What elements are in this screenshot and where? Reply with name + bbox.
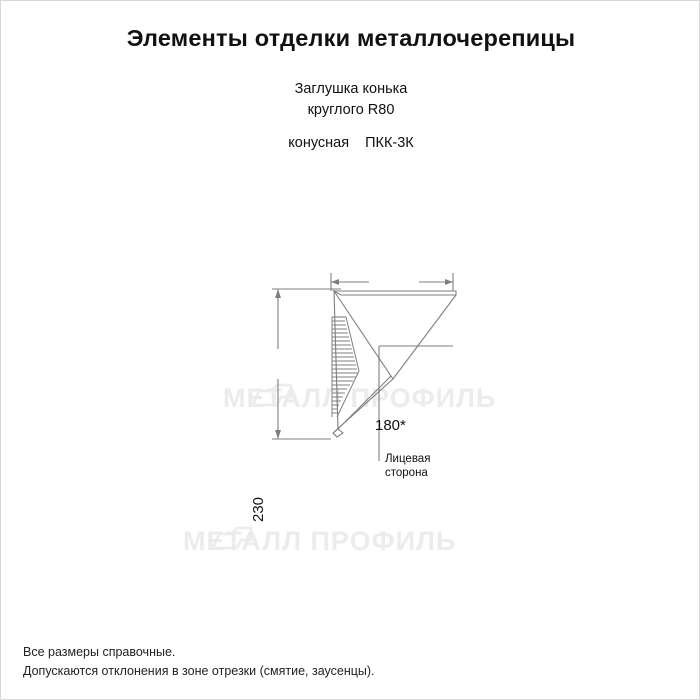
subtitle-line-1: Заглушка конька — [294, 81, 408, 97]
subtitle-line-3 — [1, 133, 700, 154]
product-code: ПКК-3К — [365, 135, 414, 151]
watermark-text-bottom: МЕТАЛЛ ПРОФИЛЬ — [183, 526, 457, 556]
dimension-label-height: 230 — [250, 496, 268, 523]
subtitle-type: конусная — [288, 135, 350, 151]
page-title: Элементы отделки металлочерепицы — [126, 25, 576, 51]
technical-drawing — [1, 161, 700, 556]
annotation-face-line-2: сторона — [385, 467, 428, 479]
annotation-face-side — [385, 452, 430, 480]
annotation-face-line-1: Лицевая — [385, 453, 431, 465]
dimension-label-width: 180* — [375, 417, 406, 434]
watermark-text-top: МЕТАЛЛ ПРОФИЛЬ — [223, 383, 497, 413]
subtitle-line-2: круглого R80 — [307, 102, 395, 118]
product-subtitle — [1, 79, 700, 154]
footer-note-1: Все размеры справочные. — [23, 645, 176, 659]
part-outline-svg — [1, 161, 700, 541]
footer-note-2: Допускаются отклонения в зоне отрезки (смятие, заусенцы). — [23, 664, 375, 678]
footer-notes — [23, 643, 375, 681]
